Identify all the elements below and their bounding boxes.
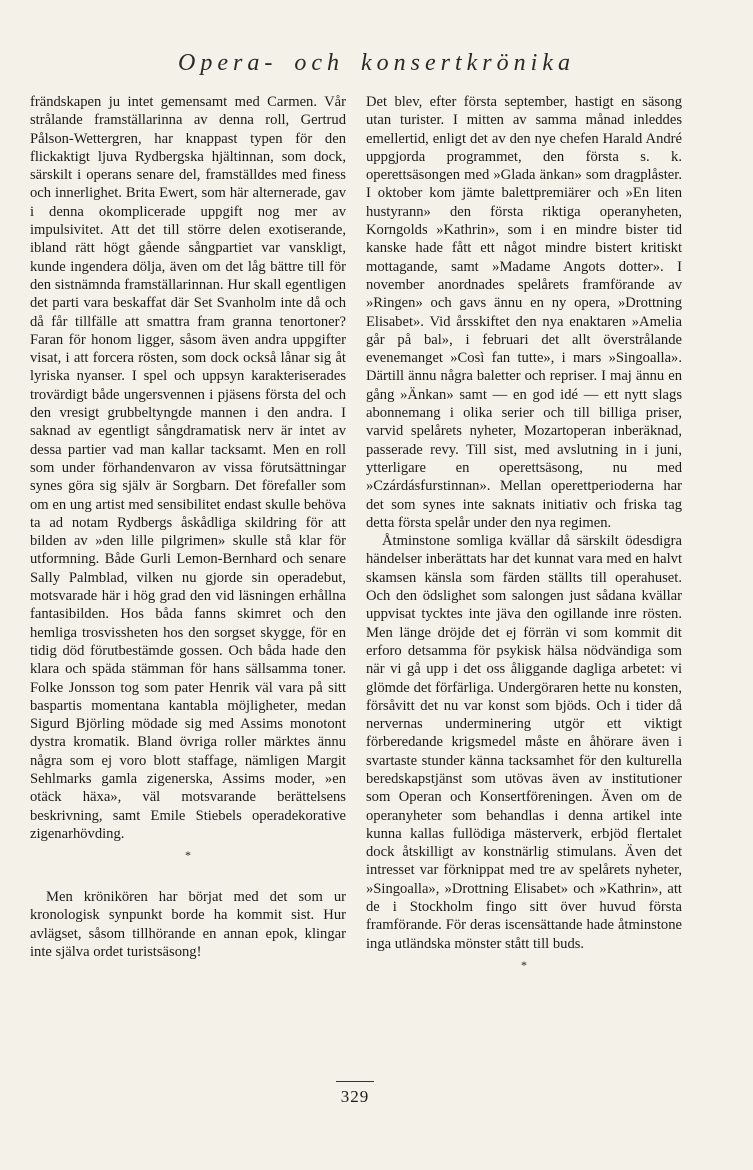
running-header: Opera- och konsertkrönika <box>178 50 575 76</box>
left-paragraph-1: frändskapen ju intet gemensamt med Carmen. Vår strålande framställarinna av denna roll, Gertrud Pålson-Wettergren, har knappast typen för den flickaktigt ljuva Rydbergska hjältinnan, som dock, särskilt i operans senare del, framställdes med finess och innerlighet. Brita Ewert, som här alternerade, gav i denna okomplicerade uppgift nog mer av impulsivitet. Att det till större delen exotiserande, ibland rätt högt gående sångpartiet var vanskligt, kunde ingendera dölja, även om det låg bättre till för den sistnämnda framställarinnan. Hur skall egentligen det parti vara beskaffat där Set Svanholm inte då och då får tillfälle att smattra fram granna tenortoner? Faran för honom ligger, såsom även andra uppgifter visat, i att forcera rösten, som dock också lånar sig åt lyriska nyanser. I spel och uppsyn karakteriserades trovärdigt både ungersvennen i pjäsens första del och den vresigt grubbeltyngde mannen i den andra. I saknad av egentligt sångdramatisk nerv är intet av dessa partier vad man kallar tacksamt. Men en roll som under förhandenvaron av vissa förutsättningar synes göra sig själv är Sorgbarn. Det förefaller som om en ung artist med sensibilitet endast skulle behöva ta ad notam Rydbergs åskådliga skildring för att bilden av »den lille pilgrimen» skulle stå klar för utformning. Både Gurli Lemon-Bernhard och senare Sally Palmblad, vilken nu gjorde sin operadebut, motsvarade här i hög grad den vid läsningen erhållna fantasibilden. Hos båda fanns skimret och den hemliga trosvissheten hos den sorgset skygge, för en tidig död förutbestämde gossen. Och båda hade den klara och späda stämman för hans sällsamma toner. Folke Jonsson tog som pater Henrik väl vara på sitt baspartis momentana kantabla möjligheter, medan Sigurd Björling mödade sig med Assims monotont dystra kromatik. Bland övriga roller märktes ännu några som ej voro blott staffage, nämligen Margit Sehlmarks gamla zigenerska, Assims moder, »en otäck häxa», väl motsvarande berättelsens beskrivning, samt Emile Stiebels operadekorative zigenarhövding. <box>30 94 346 842</box>
right-column <box>366 93 682 974</box>
section-divider-star: * <box>521 957 527 972</box>
page-number: 329 <box>340 1087 370 1106</box>
right-paragraph-2: Åtminstone somliga kvällar då särskilt ödesdigra händelser inberättats har det kunnat vara med en halvt skamsen känsla som färden ställts till operahuset. Och den ödslighet som salongen just sådana kvällar uppvisat tycktes inte jäva den ogillande inre rösten. Men länge dröjde det ej förrän vi som kommit dit erforo detsamma för psykisk hälsa nödvändiga som när vi gå upp i det oss åliggande dagliga arbetet: vi glömde det förfärliga. Undergöraren hette nu konsten, försåvitt det nu var konst som bjöds. Och i tider då nervernas underminering utgör ett viktigt förberedande krigsmedel måste en åhörare även i svartaste stunder känna tacksamhet för den kulturella beredskapstjänst som utövas även av institutioner som Operan och Konsertföreningen. Även om de operanyheter som behandlas i denna artikel inte kunna kallas fullödiga mästerverk, erbjöd flertalet dock åtskilligt av konstnärlig stimulans. Även det intresset var förknippat med tre av spelårets nyheter, »Singoalla», »Drottning Elisabet» och »Kathrin», att de i Stockholm fingo sitt över huvud första framförande. För deras iscensättande hade åtminstone inga utländska mönster stått till buds. <box>366 533 682 952</box>
left-column <box>30 93 346 961</box>
section-divider-star: * <box>185 848 191 863</box>
footer-rule <box>336 1081 374 1082</box>
left-paragraph-2: Men krönikören har börjat med det som ur kronologisk synpunkt borde ha kommit sist. Hur avlägset, såsom tillhörande en annan epok, klingar inte själva ordet turistsäsong! <box>30 889 346 961</box>
right-paragraph-1: Det blev, efter första september, hastigt en säsong utan turister. I mitten av samma månad inleddes emellertid, enligt det av den nye chefen Harald André uppgjorda programmet, den första s. k. operettsäsongen med »Glada änkan» som dragplåster. I oktober kom jämte balettpremiärer och »En liten hustyrann» den första riktiga operanyheten, Korngolds »Kathrin», som i en mindre bister tid kanske hade fått ett något mindre bistert kritiskt mottagande, samt »Madame Angots dotter». I november anordnades spelårets framförande av »Ringen» och gavs ännu en ny opera, »Drottning Elisabet». Vid årsskiftet den nya enaktaren »Amelia går på bal», i februari det allt överstrålande evenemanget »Così fan tutte», i mars »Singoalla». Därtill ännu några baletter och repriser. I maj ännu en gång »Änkan» samt — en god idé — ett nytt slags abonnemang i olika serier och till billiga priser, varvid spelårets nyheter, Mozartoperan inberäknad, passerade revy. Till sist, med avslutning in i juni, ytterligare en operettsäsong, nu med »Czárdásfurstinnan». Mellan operettperioderna har det som synes inte saknats initiativ och friska tag detta första spelår under den nya regimen. <box>366 94 682 531</box>
